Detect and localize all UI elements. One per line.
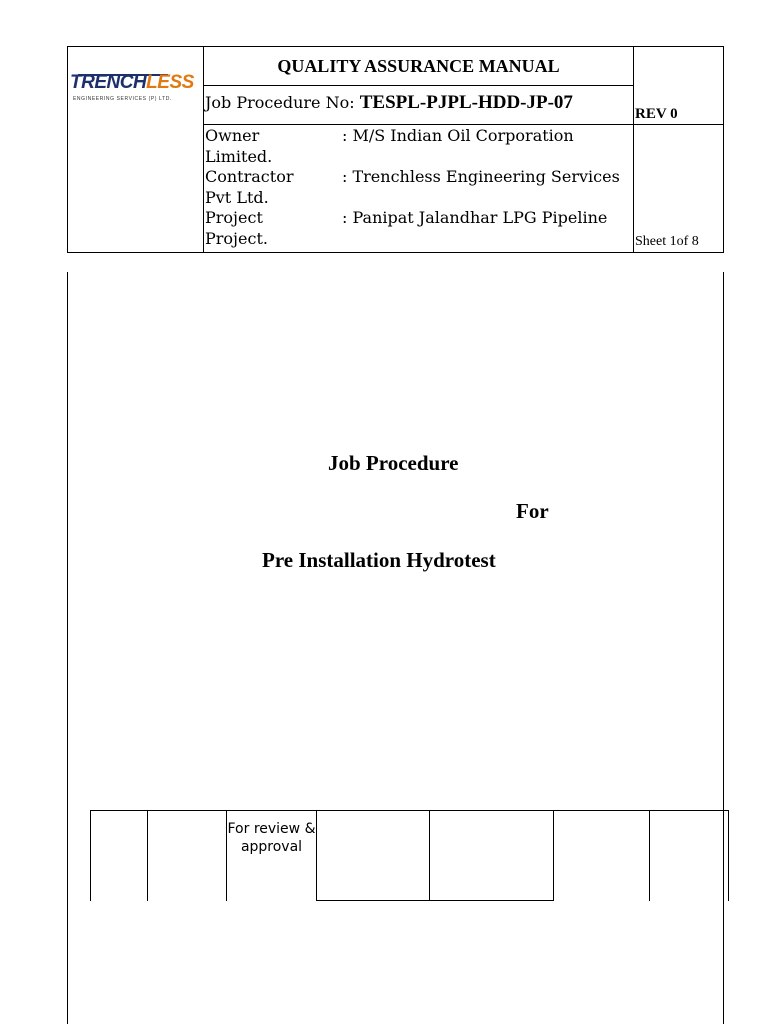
sheet-number: Sheet 1of 8 (635, 234, 699, 249)
document-title-line-3: Pre Installation Hydrotest (262, 548, 496, 572)
project-value: : Panipat Jalandhar LPG Pipeline Project. (205, 208, 608, 248)
logo-wordmark: TRENCHLESS (70, 72, 194, 93)
owner-value: : M/S Indian Oil Corporation Limited. (205, 126, 574, 166)
job-procedure-value: TESPL-PJPL-HDD-JP-07 (359, 92, 573, 113)
contractor-row (205, 167, 630, 208)
project-details (205, 126, 630, 249)
logo-wordmark-accent: LESS (146, 72, 194, 93)
document-title-line-1: Job Procedure (328, 451, 459, 475)
job-procedure-number (205, 92, 573, 114)
document-title-line-2: For (516, 499, 549, 523)
manual-title: QUALITY ASSURANCE MANUAL (277, 55, 560, 76)
owner-row (205, 126, 630, 167)
job-procedure-label: Job Procedure No: (205, 93, 360, 112)
company-logo (70, 72, 202, 102)
contractor-value: : Trenchless Engineering Services Pvt Ltd. (205, 167, 620, 207)
project-label: Project (205, 208, 263, 227)
revision-label: REV 0 (635, 106, 678, 122)
owner-label: Owner (205, 126, 260, 145)
logo-subtitle: ENGINEERING SERVICES (P) LTD. (73, 96, 172, 102)
approval-purpose-cell: For review & approval (227, 821, 316, 855)
project-row (205, 208, 630, 249)
contractor-label: Contractor (205, 167, 294, 186)
